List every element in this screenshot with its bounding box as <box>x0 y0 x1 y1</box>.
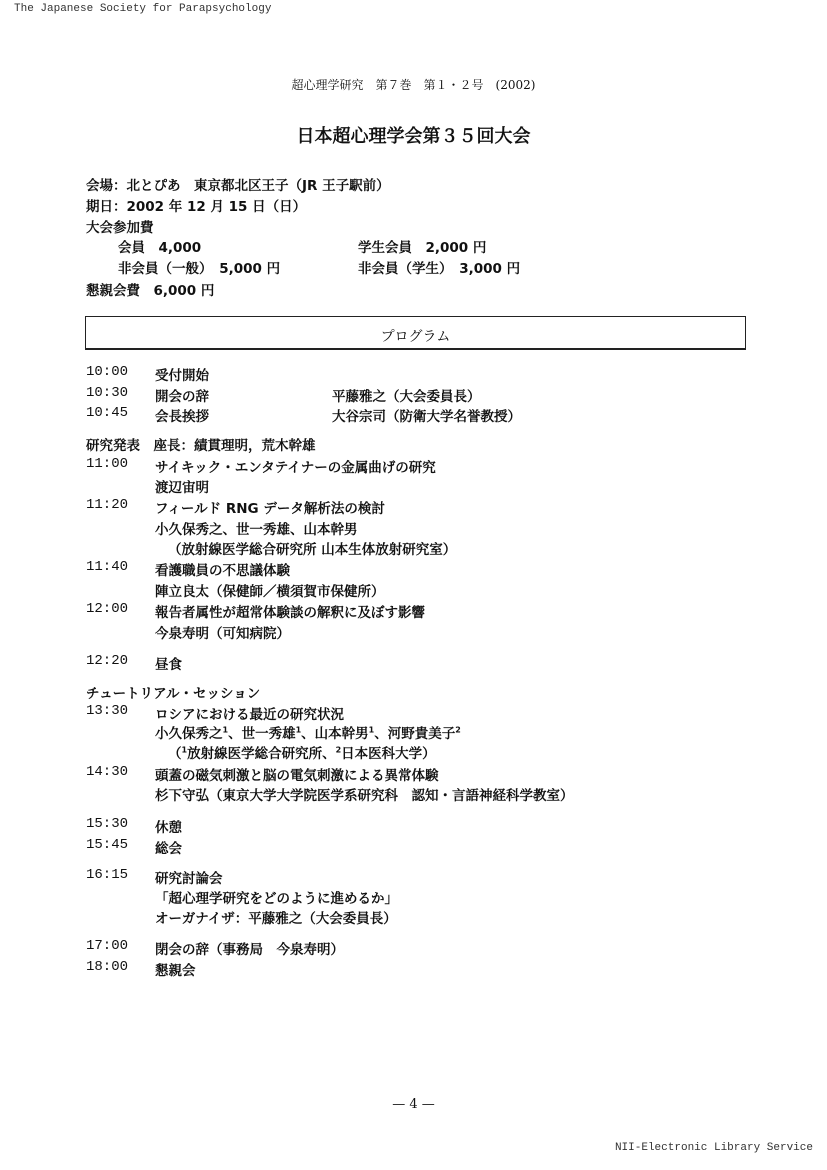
item-opening-address: 開会の辞 <box>155 389 209 405</box>
talk-4-title: 報告者属性が超常体験談の解釈に及ぼす影響 <box>155 605 425 621</box>
time-tutorial-2: 14:30 <box>86 764 129 780</box>
author-kawano: 、河野貴美子 <box>374 726 456 742</box>
symposium-organizer: オーガナイザ：平藤雅之（大会委員長） <box>155 911 397 927</box>
tutorial-1-authors <box>155 722 461 742</box>
author-kokubo: 小久保秀之 <box>155 726 223 742</box>
fee-nonmember-general: 非会員（一般） 5,000 円 <box>118 261 281 277</box>
item-symposium: 研究討論会 <box>155 871 223 887</box>
tutorial-2-author: 杉下守弘（東京大学大学院医学系研究科 認知・言語神経科学教室） <box>155 788 574 804</box>
program-heading-box <box>85 316 746 350</box>
venue-line: 会場：北とぴあ 東京都北区王子（JR 王子駅前） <box>86 178 390 194</box>
time-general-meeting: 15:45 <box>86 837 129 853</box>
item-president-greeting: 会長挨拶 <box>155 409 209 425</box>
item-banquet: 懇親会 <box>155 963 196 979</box>
item-break: 休憩 <box>155 820 182 836</box>
author-seichi: 、世一秀雄 <box>228 726 296 742</box>
talk-4-author: 今泉寿明（可知病院） <box>155 626 290 642</box>
tutorial-heading: チュートリアル・セッション <box>86 686 261 702</box>
talk-2-author: 小久保秀之、世一秀雄、山本幹男 <box>155 522 358 538</box>
page-number: — 4 — <box>392 1097 435 1112</box>
talk-2-affiliation: （放射線医学総合研究所 山本生体放射研究室） <box>168 542 457 558</box>
time-opening-2: 10:30 <box>86 385 129 401</box>
library-header: The Japanese Society for Parapsychology <box>14 3 272 15</box>
author-yamamoto: 、山本幹男 <box>301 726 369 742</box>
talk-3-title: 看護職員の不思議体験 <box>155 563 290 579</box>
affiliation-nirs: 放射線医学総合研究所、 <box>187 746 336 762</box>
item-reception: 受付開始 <box>155 368 209 384</box>
time-talk-2: 11:20 <box>86 497 129 513</box>
time-break: 15:30 <box>86 816 129 832</box>
tutorial-2-title: 頭蓋の磁気刺激と脳の電気刺激による異常体験 <box>155 768 439 784</box>
program-title: プログラム <box>380 329 451 345</box>
affiliation-mark: 2 <box>335 745 342 755</box>
affiliation-mark: 1 <box>222 725 229 735</box>
time-opening-3: 10:45 <box>86 405 129 421</box>
fee-nonmember-student: 非会員（学生） 3,000 円 <box>358 261 521 277</box>
page-title: 日本超心理学会第３５回大会 <box>296 126 531 147</box>
time-symposium: 16:15 <box>86 867 129 883</box>
time-lunch: 12:20 <box>86 653 129 669</box>
affiliation-mark: 1 <box>368 725 375 735</box>
fee-heading: 大会参加費 <box>86 220 154 236</box>
time-talk-4: 12:00 <box>86 601 129 617</box>
talk-1-title: サイキック・エンタテイナーの金属曲げの研究 <box>155 460 436 476</box>
affiliation-mark: 1 <box>181 745 188 755</box>
affiliation-mark: 2 <box>455 725 461 735</box>
talk-1-author: 渡辺宙明 <box>155 480 209 496</box>
affiliation-nms: 日本医科大学） <box>341 746 436 762</box>
tutorial-1-title: ロシアにおける最近の研究状況 <box>155 707 344 723</box>
library-footer: NII-Electronic Library Service <box>614 1142 813 1154</box>
symposium-subtitle: 「超心理学研究をどのように進めるか」 <box>155 891 398 907</box>
item-lunch: 昼食 <box>155 657 182 673</box>
tutorial-1-affiliation <box>168 742 436 762</box>
item-general-meeting: 総会 <box>155 841 182 857</box>
time-opening-1: 10:00 <box>86 364 129 380</box>
fee-student: 学生会員 2,000 円 <box>358 240 487 256</box>
time-tutorial-1: 13:30 <box>86 703 129 719</box>
time-talk-3: 11:40 <box>86 559 129 575</box>
fee-member: 会員 4,000 <box>118 240 202 256</box>
affiliation-mark: 1 <box>295 725 302 735</box>
time-banquet: 18:00 <box>86 959 129 975</box>
speaker-opening-address: 平藤雅之（大会委員長） <box>332 389 481 405</box>
banquet-fee: 懇親会費 6,000 円 <box>86 283 215 299</box>
talk-2-title: フィールド RNG データ解析法の検討 <box>155 501 385 517</box>
date-line: 期日：2002 年 12 月 15 日（日） <box>86 199 307 215</box>
speaker-president-greeting: 大谷宗司（防衛大学名誉教授） <box>332 409 521 425</box>
time-talk-1: 11:00 <box>86 456 129 472</box>
journal-citation: 超心理学研究 第７巻 第１・２号 (2002) <box>291 78 536 92</box>
paren-open: （ <box>168 746 182 762</box>
talk-3-author: 陣立良太（保健師／横須賀市保健所） <box>155 584 385 600</box>
item-closing-address: 閉会の辞（事務局 今泉寿明） <box>155 942 344 958</box>
time-closing: 17:00 <box>86 938 129 954</box>
research-heading: 研究発表 座長：績貫理明，荒木幹雄 <box>86 438 316 454</box>
